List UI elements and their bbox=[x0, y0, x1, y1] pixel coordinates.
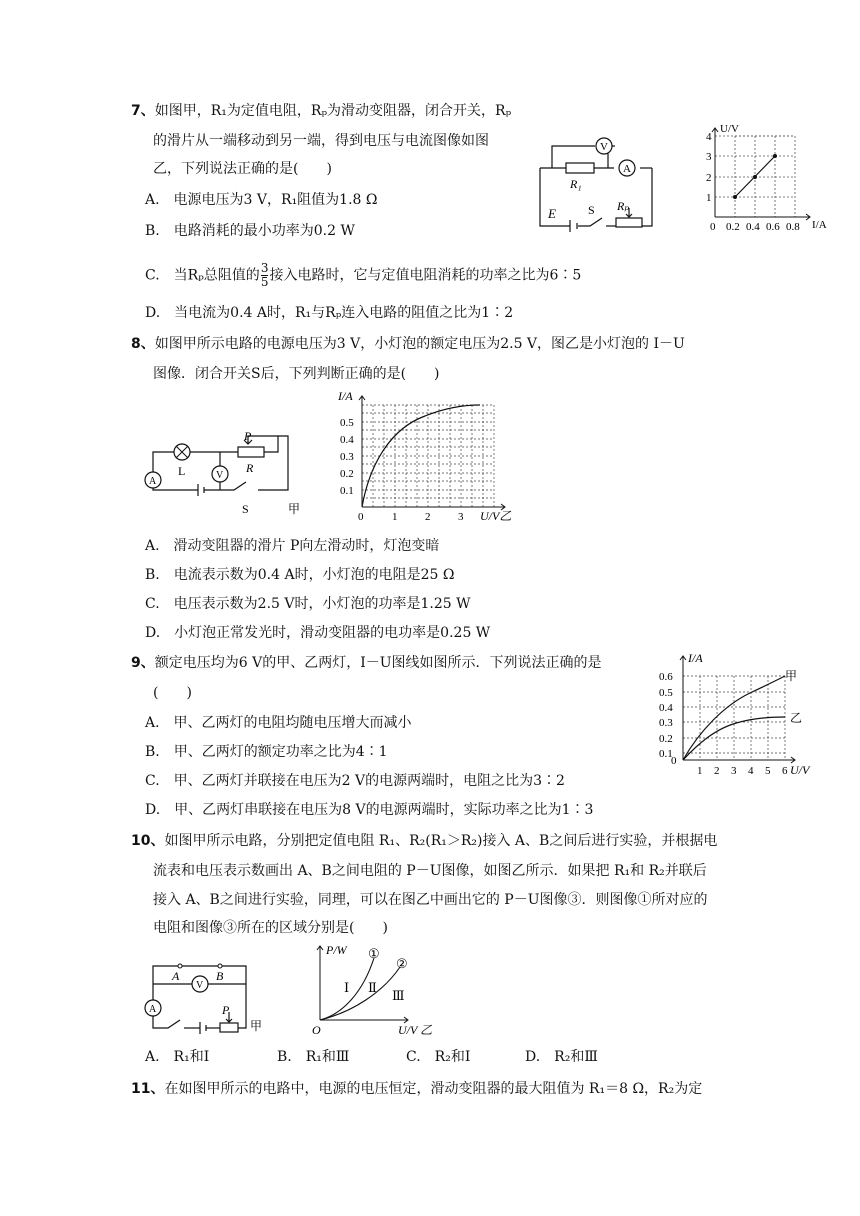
lamp-label: L bbox=[178, 464, 186, 478]
x-axis-label: U/V 乙 bbox=[398, 1023, 433, 1037]
x-tick: 2 bbox=[425, 511, 431, 522]
y-axis-label: I/A bbox=[688, 651, 703, 665]
curve-2-label: ② bbox=[396, 956, 408, 971]
source-label: E bbox=[548, 206, 556, 221]
ammeter-label: A bbox=[149, 1004, 157, 1015]
x-tick: 0 bbox=[710, 221, 716, 232]
x-tick: 2 bbox=[714, 765, 720, 777]
q7-option-c: C. 当Rₚ总阻值的 $\frac{3}{5}$ 接入电路时，它与定值电阻消耗的功率之比为6∶5 bbox=[145, 261, 582, 289]
q7-line-3: 乙，下列说法正确的是( ) bbox=[153, 161, 332, 177]
q7-option-b: B. 电路消耗的最小功率为0.2 W bbox=[145, 223, 355, 239]
q7-option-a: A. 电源电压为3 V，R₁阻值为1.8 Ω bbox=[145, 192, 378, 208]
x-tick: 6 bbox=[782, 765, 788, 777]
q11-line-1: 11、在如图甲所示的电路中，电源的电压恒定，滑动变阻器的最大阻值为 R₁＝8 Ω，R₂为定 bbox=[131, 1081, 703, 1097]
q10-option-b: B. R₁和Ⅲ bbox=[277, 1049, 350, 1065]
q8-option-c: C. 电压表示数为2.5 V时，小灯泡的功率是1.25 W bbox=[145, 596, 471, 612]
q8-option-a: A. 滑动变阻器的滑片 P向左滑动时，灯泡变暗 bbox=[145, 538, 440, 554]
ammeter-label: A bbox=[623, 163, 631, 175]
q10-option-c: C. R₂和Ⅰ bbox=[406, 1049, 471, 1065]
y-tick: 0.5 bbox=[659, 687, 673, 699]
slider-label: P bbox=[244, 430, 252, 443]
rp-label: Rₚ bbox=[617, 199, 630, 213]
terminal-b-label: B bbox=[216, 969, 224, 983]
x-tick: 0.6 bbox=[766, 221, 780, 232]
y-tick: 1 bbox=[706, 192, 712, 204]
q9-iu-chart bbox=[655, 650, 820, 780]
q8-circuit-diagram bbox=[138, 430, 318, 520]
voltmeter-label: V bbox=[216, 470, 224, 481]
region-2-label: Ⅱ bbox=[368, 980, 377, 995]
x-tick: 0.8 bbox=[786, 221, 800, 232]
q10-line-2: 流表和电压表示数画出 A、B之间电阻的 P－U图像，如图乙所示．如果把 R₁和 R₂并联后 bbox=[153, 863, 707, 879]
origin-label: O bbox=[312, 1023, 321, 1037]
q9-line-1: 9、额定电压均为6 V的甲、乙两灯，I－U图线如图所示．下列说法正确的是 bbox=[131, 655, 602, 671]
y-tick: 0.4 bbox=[659, 702, 673, 714]
y-tick: 4 bbox=[706, 131, 712, 143]
y-tick: 0.2 bbox=[659, 733, 673, 745]
curve-1-label: ① bbox=[368, 946, 380, 961]
switch-label: S bbox=[588, 203, 595, 217]
y-tick: 0.6 bbox=[659, 671, 673, 683]
x-axis-label: U/V乙 bbox=[480, 509, 512, 522]
q8-line-2: 图像．闭合开关S后，下列判断正确的是( ) bbox=[153, 366, 440, 382]
x-axis-label: U/V bbox=[790, 763, 810, 777]
terminal-b-icon bbox=[218, 964, 222, 968]
y-tick: 0.3 bbox=[659, 717, 673, 729]
voltmeter-label: V bbox=[600, 141, 608, 153]
slider-label: P bbox=[222, 1003, 230, 1017]
x-tick: 3 bbox=[458, 511, 464, 522]
q9-option-a: A. 甲、乙两灯的电阻均随电压增大而减小 bbox=[145, 715, 412, 731]
q8-iu-chart bbox=[330, 392, 525, 522]
x-tick: 5 bbox=[765, 765, 771, 777]
q8-option-d: D. 小灯泡正常发光时，滑动变阻器的电功率是0.25 W bbox=[145, 625, 491, 641]
q10-pu-chart bbox=[308, 942, 468, 1038]
y-tick: 3 bbox=[706, 151, 712, 163]
q8-option-b: B. 电流表示数为0.4 A时，小灯泡的电阻是25 Ω bbox=[145, 567, 455, 583]
y-axis-label: I/A bbox=[338, 392, 353, 403]
q7-line-2: 的滑片从一端移动到另一端，得到电压与电流图像如图 bbox=[153, 133, 489, 149]
y-tick: 0.1 bbox=[659, 748, 673, 760]
r1-label: R₁ bbox=[570, 177, 582, 191]
y-axis-label: P/W bbox=[326, 943, 347, 957]
q9-option-d: D. 甲、乙两灯串联接在电压为8 V的电源两端时，实际功率之比为1∶3 bbox=[145, 802, 594, 818]
q9-line-2: ( ) bbox=[153, 685, 192, 701]
q10-line-4: 电阻和图像③所在的区域分别是( ) bbox=[153, 920, 388, 936]
region-3-label: Ⅲ bbox=[392, 988, 405, 1003]
figure-label: 甲 bbox=[288, 502, 301, 516]
y-tick: 0.5 bbox=[340, 417, 354, 429]
x-tick: 1 bbox=[392, 511, 398, 522]
x-tick: 0.2 bbox=[726, 221, 740, 232]
rheostat-label: R bbox=[246, 461, 254, 475]
figure-label: 甲 bbox=[250, 1019, 263, 1033]
q7-ui-chart bbox=[700, 124, 840, 232]
terminal-a-label: A bbox=[172, 969, 180, 983]
x-tick: 0 bbox=[358, 511, 364, 522]
voltmeter-label: V bbox=[196, 980, 204, 991]
series-label-yi: 乙 bbox=[790, 711, 803, 725]
x-tick: 1 bbox=[697, 765, 703, 777]
q10-circuit-diagram bbox=[138, 958, 268, 1038]
y-tick: 0.1 bbox=[340, 485, 354, 497]
x-axis-label: I/A bbox=[812, 219, 827, 231]
q7-line-1: 7、如图甲，R₁为定值电阻，Rₚ为滑动变阻器，闭合开关，Rₚ bbox=[131, 103, 512, 119]
terminal-a-icon bbox=[178, 964, 182, 968]
fraction: $\frac{3}{5}$ bbox=[260, 261, 269, 289]
switch-label: S bbox=[242, 502, 249, 516]
y-tick: 0.2 bbox=[340, 468, 354, 480]
x-tick: 0 bbox=[671, 755, 677, 767]
q8-line-1: 8、如图甲所示电路的电源电压为3 V，小灯泡的额定电压为2.5 V，图乙是小灯泡的 I－U bbox=[131, 336, 685, 352]
y-tick: 0.3 bbox=[340, 451, 354, 463]
y-tick: 0.4 bbox=[340, 434, 354, 446]
q7-circuit-diagram bbox=[530, 128, 670, 232]
ammeter-label: A bbox=[149, 476, 157, 487]
x-tick: 0.4 bbox=[746, 221, 760, 232]
q10-line-3: 接入 A、B之间进行实验，同理，可以在图乙中画出它的 P－U图像③．则图像①所对应的 bbox=[153, 892, 708, 908]
q10-option-a: A. R₁和Ⅰ bbox=[145, 1049, 210, 1065]
q9-option-c: C. 甲、乙两灯并联接在电压为2 V的电源两端时，电阻之比为3∶2 bbox=[145, 773, 565, 789]
region-1-label: Ⅰ bbox=[344, 980, 350, 995]
q7-option-d: D. 当电流为0.4 A时，R₁与Rₚ连入电路的阻值之比为1∶2 bbox=[145, 305, 514, 321]
q10-option-d: D. R₂和Ⅲ bbox=[525, 1049, 598, 1065]
x-tick: 3 bbox=[731, 765, 737, 777]
y-axis-label: U/V bbox=[720, 124, 739, 135]
q9-option-b: B. 甲、乙两灯的额定功率之比为4∶1 bbox=[145, 744, 388, 760]
x-tick: 4 bbox=[748, 765, 754, 777]
grid bbox=[362, 405, 494, 507]
series-label-jia: 甲 bbox=[785, 669, 798, 683]
y-tick: 2 bbox=[706, 172, 712, 184]
q10-line-1: 10、如图甲所示电路，分别把定值电阻 R₁、R₂(R₁＞R₂)接入 A、B之间后进行实验，并根据电 bbox=[131, 833, 718, 849]
